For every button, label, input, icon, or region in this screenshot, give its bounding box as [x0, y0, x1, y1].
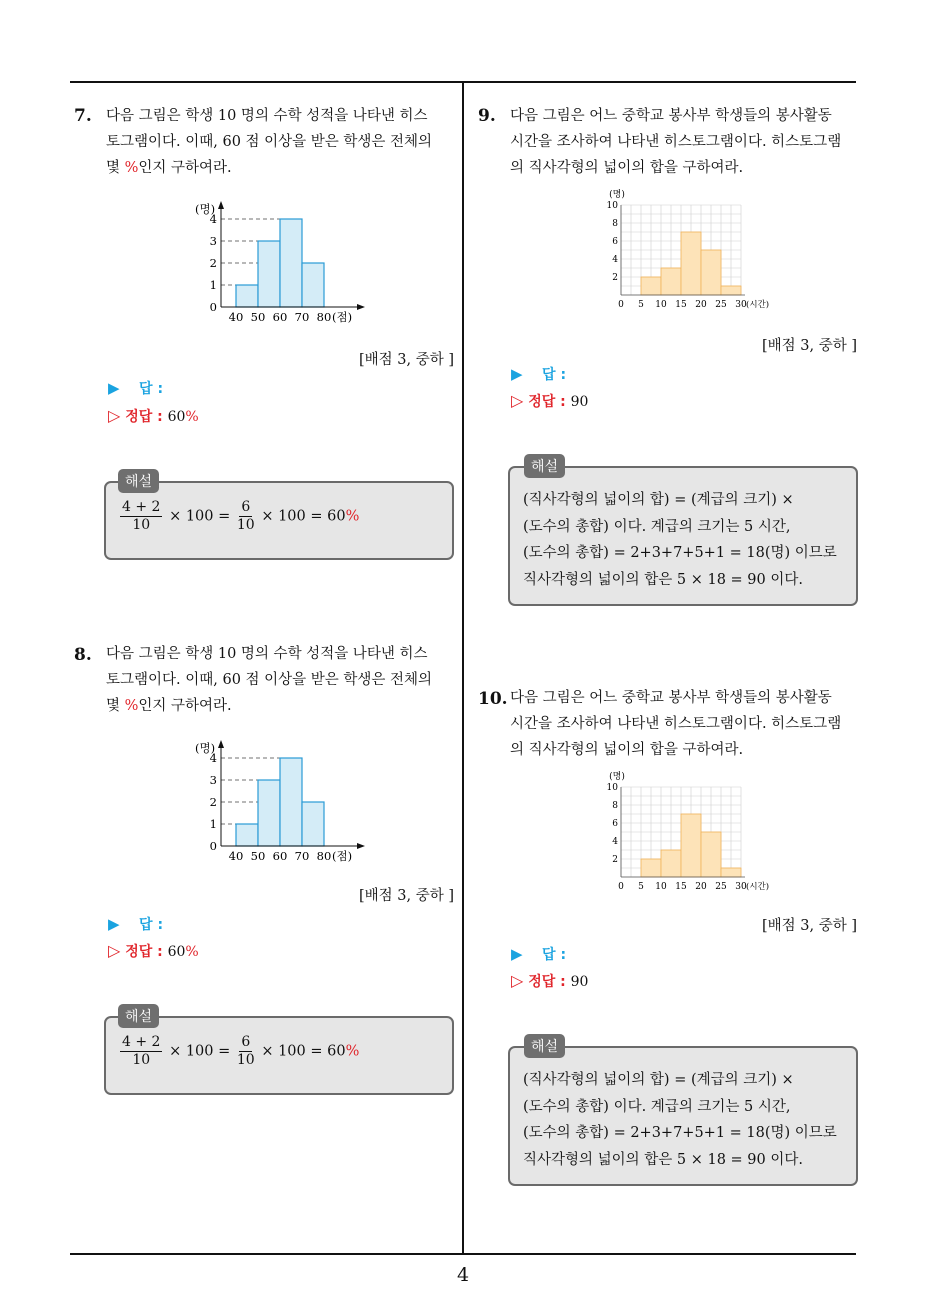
page-number: 4 [456, 1264, 470, 1286]
histogram-bar [258, 780, 280, 846]
correct-answer-line [108, 941, 199, 961]
question-text [510, 685, 858, 763]
numerator: 6 [241, 1034, 251, 1050]
score-label: [배점 3, 중하 ] [358, 888, 454, 904]
histogram-bar [721, 868, 741, 877]
x-tick-label: 5 [638, 300, 644, 310]
x-tick-label: 50 [250, 849, 266, 863]
answer-line [108, 378, 163, 398]
histogram-bar [641, 859, 661, 877]
play-icon: ▶ [108, 915, 120, 933]
question-line: 다음 그림은 어느 중학교 봉사부 학생들의 봉사활동 [510, 108, 832, 124]
y-tick-label: 3 [209, 234, 217, 248]
solution-box [104, 1016, 454, 1095]
question-line: 시간을 조사하여 나타낸 히스토그램이다. 히스토그램 [510, 134, 842, 150]
y-axis-unit: (명) [195, 202, 216, 216]
score-label: [배점 3, 중하 ] [761, 338, 857, 354]
question-text [106, 103, 454, 181]
y-axis-unit: (명) [609, 772, 625, 782]
percent-sign: % [124, 698, 139, 714]
y-tick-label: 8 [612, 219, 618, 229]
solution-line: (도수의 총합) = 2+3+7+5+1 = 18(명) 이므로 [523, 545, 837, 561]
text-span: × 100 = [169, 1043, 231, 1060]
play-icon: ▶ [108, 379, 120, 397]
denominator: 10 [236, 517, 255, 533]
histogram-bar [701, 832, 721, 877]
y-tick-label: 2 [209, 256, 217, 270]
histogram-chart [180, 731, 380, 867]
x-tick-label: 40 [228, 849, 244, 863]
x-tick-label: 50 [250, 310, 266, 324]
percent-sign: % [185, 409, 199, 425]
x-tick-label: 30 [735, 882, 747, 892]
percent-sign: % [345, 508, 360, 525]
answer-number: 60 [167, 944, 186, 960]
histogram-chart [597, 187, 777, 313]
question-line [106, 693, 454, 719]
histogram-bar [280, 219, 302, 307]
solution-tab: 해설 [118, 469, 159, 493]
histogram-bar [681, 814, 701, 877]
x-tick-label: 0 [618, 300, 624, 310]
solution-text [523, 1067, 843, 1173]
answer-line [511, 944, 566, 964]
y-tick-label: 2 [209, 795, 217, 809]
play-icon: ▶ [511, 365, 523, 383]
correct-answer-line [511, 971, 588, 991]
solution-formula [118, 499, 359, 534]
answer-value: 90 [570, 974, 589, 990]
question-number: 9. [478, 106, 496, 126]
score-label: [배점 3, 중하 ] [761, 918, 857, 934]
x-axis-unit: (시간) [746, 300, 770, 310]
x-tick-label: 25 [715, 882, 727, 892]
answer-value [168, 944, 199, 960]
histogram-bar [302, 263, 324, 307]
score-label: [배점 3, 중하 ] [358, 352, 454, 368]
y-tick-label: 10 [606, 783, 618, 793]
question-line: 다음 그림은 학생 10 명의 수학 성적을 나타낸 히스 [106, 646, 428, 662]
histogram-chart [180, 192, 380, 328]
x-tick-label: 70 [294, 849, 310, 863]
fraction [120, 1034, 162, 1069]
answer-value [168, 409, 199, 425]
x-tick-label: 60 [272, 310, 288, 324]
y-tick-label: 1 [209, 817, 217, 831]
y-tick-label: 2 [612, 273, 618, 283]
histogram-bar [661, 850, 681, 877]
x-tick-label: 15 [675, 300, 687, 310]
answer-label: 답 : [542, 947, 567, 963]
y-axis-arrow [218, 740, 224, 748]
text-span: × 100 = [169, 508, 231, 525]
correct-answer-line [108, 406, 199, 426]
x-tick-label: 20 [695, 882, 707, 892]
histogram-bar [701, 250, 721, 295]
question-text [510, 103, 858, 181]
histogram-bar [641, 277, 661, 295]
y-tick-label: 6 [612, 819, 618, 829]
denominator: 10 [132, 1052, 151, 1068]
bottom-rule [70, 1253, 856, 1255]
correct-answer-line [511, 391, 588, 411]
x-axis-arrow [357, 843, 365, 849]
numerator: 4 + 2 [122, 1034, 161, 1050]
solution-box [508, 466, 858, 606]
column-divider [462, 81, 464, 1255]
answer-label: 답 : [139, 381, 164, 397]
correct-label: 정답 : [528, 974, 566, 990]
x-axis-unit: (시간) [746, 882, 770, 892]
question-line: 토그램이다. 이때, 60 점 이상을 받은 학생은 전체의 [106, 672, 433, 688]
play-icon: ▶ [511, 945, 523, 963]
y-tick-label: 8 [612, 801, 618, 811]
x-tick-label: 70 [294, 310, 310, 324]
histogram-bar [721, 286, 741, 295]
x-tick-label: 60 [272, 849, 288, 863]
y-tick-label: 4 [209, 751, 217, 765]
x-tick-label: 80 [316, 310, 332, 324]
triangle-outline-icon: ▷ [108, 406, 121, 425]
solution-line: (직사각형의 넓이의 합) = (계급의 크기) × [523, 1072, 794, 1088]
y-tick-label: 1 [209, 278, 217, 292]
answer-line [511, 364, 566, 384]
percent-sign: % [124, 160, 139, 176]
histogram-bar [258, 241, 280, 307]
y-axis-unit: (명) [195, 741, 216, 755]
text-span: 몇 [106, 698, 125, 714]
text-span: 몇 [106, 160, 125, 176]
fraction [120, 499, 162, 534]
question-number: 10. [478, 689, 508, 709]
triangle-outline-icon: ▷ [511, 391, 524, 410]
x-tick-label: 80 [316, 849, 332, 863]
x-tick-label: 10 [655, 300, 667, 310]
question-line: 의 직사각형의 넓이의 합을 구하여라. [510, 160, 744, 176]
x-axis-unit: (점) [332, 849, 353, 863]
x-tick-label: 10 [655, 882, 667, 892]
denominator: 10 [236, 1052, 255, 1068]
question-line [106, 155, 454, 181]
question-number: 7. [74, 106, 92, 126]
correct-label: 정답 : [125, 944, 163, 960]
histogram-bar [280, 758, 302, 846]
x-tick-label: 0 [618, 882, 624, 892]
y-tick-label: 3 [209, 773, 217, 787]
fraction [237, 1034, 255, 1069]
answer-line [108, 914, 163, 934]
solution-line: (직사각형의 넓이의 합) = (계급의 크기) × [523, 492, 794, 508]
text-span: 인지 구하여라. [138, 698, 232, 714]
question-number: 8. [74, 645, 92, 665]
numerator: 4 + 2 [122, 499, 161, 515]
text-span: × 100 = 60 [261, 1043, 346, 1060]
x-tick-label: 25 [715, 300, 727, 310]
x-tick-label: 40 [228, 310, 244, 324]
question-text [106, 641, 454, 719]
solution-line: (도수의 총합) 이다. 계급의 크기는 5 시간, [523, 518, 791, 535]
y-axis-arrow [218, 201, 224, 209]
histogram-bar [236, 824, 258, 846]
question-line: 의 직사각형의 넓이의 합을 구하여라. [510, 742, 744, 758]
x-axis-arrow [357, 304, 365, 310]
answer-value: 90 [570, 394, 589, 410]
histogram-bar [236, 285, 258, 307]
x-tick-label: 30 [735, 300, 747, 310]
x-tick-label: 15 [675, 882, 687, 892]
x-tick-label: 5 [638, 882, 644, 892]
fraction [237, 499, 255, 534]
answer-label: 답 : [542, 367, 567, 383]
correct-label: 정답 : [528, 394, 566, 410]
solution-tab: 해설 [524, 454, 565, 478]
correct-label: 정답 : [125, 409, 163, 425]
y-tick-label: 4 [209, 212, 217, 226]
solution-box [508, 1046, 858, 1186]
triangle-outline-icon: ▷ [511, 971, 524, 990]
solution-line: (도수의 총합) = 2+3+7+5+1 = 18(명) 이므로 [523, 1125, 837, 1141]
histogram-chart [597, 769, 777, 895]
question-line: 다음 그림은 어느 중학교 봉사부 학생들의 봉사활동 [510, 690, 832, 706]
solution-line: 직사각형의 넓이의 합은 5 × 18 = 90 이다. [523, 1151, 803, 1168]
y-tick-label: 0 [209, 300, 217, 314]
solution-formula [118, 1034, 359, 1069]
solution-box [104, 481, 454, 560]
question-line: 다음 그림은 학생 10 명의 수학 성적을 나타낸 히스 [106, 108, 428, 124]
x-axis-unit: (점) [332, 310, 353, 324]
solution-tab: 해설 [118, 1004, 159, 1028]
y-tick-label: 0 [209, 839, 217, 853]
text-span: × 100 = 60 [261, 508, 346, 525]
answer-label: 답 : [139, 917, 164, 933]
y-tick-label: 2 [612, 855, 618, 865]
answer-number: 60 [167, 409, 186, 425]
x-tick-label: 20 [695, 300, 707, 310]
numerator: 6 [241, 499, 251, 515]
histogram-bar [681, 232, 701, 295]
y-tick-label: 6 [612, 237, 618, 247]
solution-text [523, 487, 843, 593]
y-tick-label: 4 [612, 255, 618, 265]
histogram-bar [661, 268, 681, 295]
histogram-bar [302, 802, 324, 846]
question-line: 시간을 조사하여 나타낸 히스토그램이다. 히스토그램 [510, 716, 842, 732]
solution-line: 직사각형의 넓이의 합은 5 × 18 = 90 이다. [523, 571, 803, 588]
triangle-outline-icon: ▷ [108, 941, 121, 960]
y-axis-unit: (명) [609, 190, 625, 200]
solution-line: (도수의 총합) 이다. 계급의 크기는 5 시간, [523, 1098, 791, 1115]
y-tick-label: 10 [606, 201, 618, 211]
solution-tab: 해설 [524, 1034, 565, 1058]
y-tick-label: 4 [612, 837, 618, 847]
percent-sign: % [185, 944, 199, 960]
percent-sign: % [345, 1043, 360, 1060]
denominator: 10 [132, 517, 151, 533]
text-span: 인지 구하여라. [138, 160, 232, 176]
question-line: 토그램이다. 이때, 60 점 이상을 받은 학생은 전체의 [106, 134, 433, 150]
